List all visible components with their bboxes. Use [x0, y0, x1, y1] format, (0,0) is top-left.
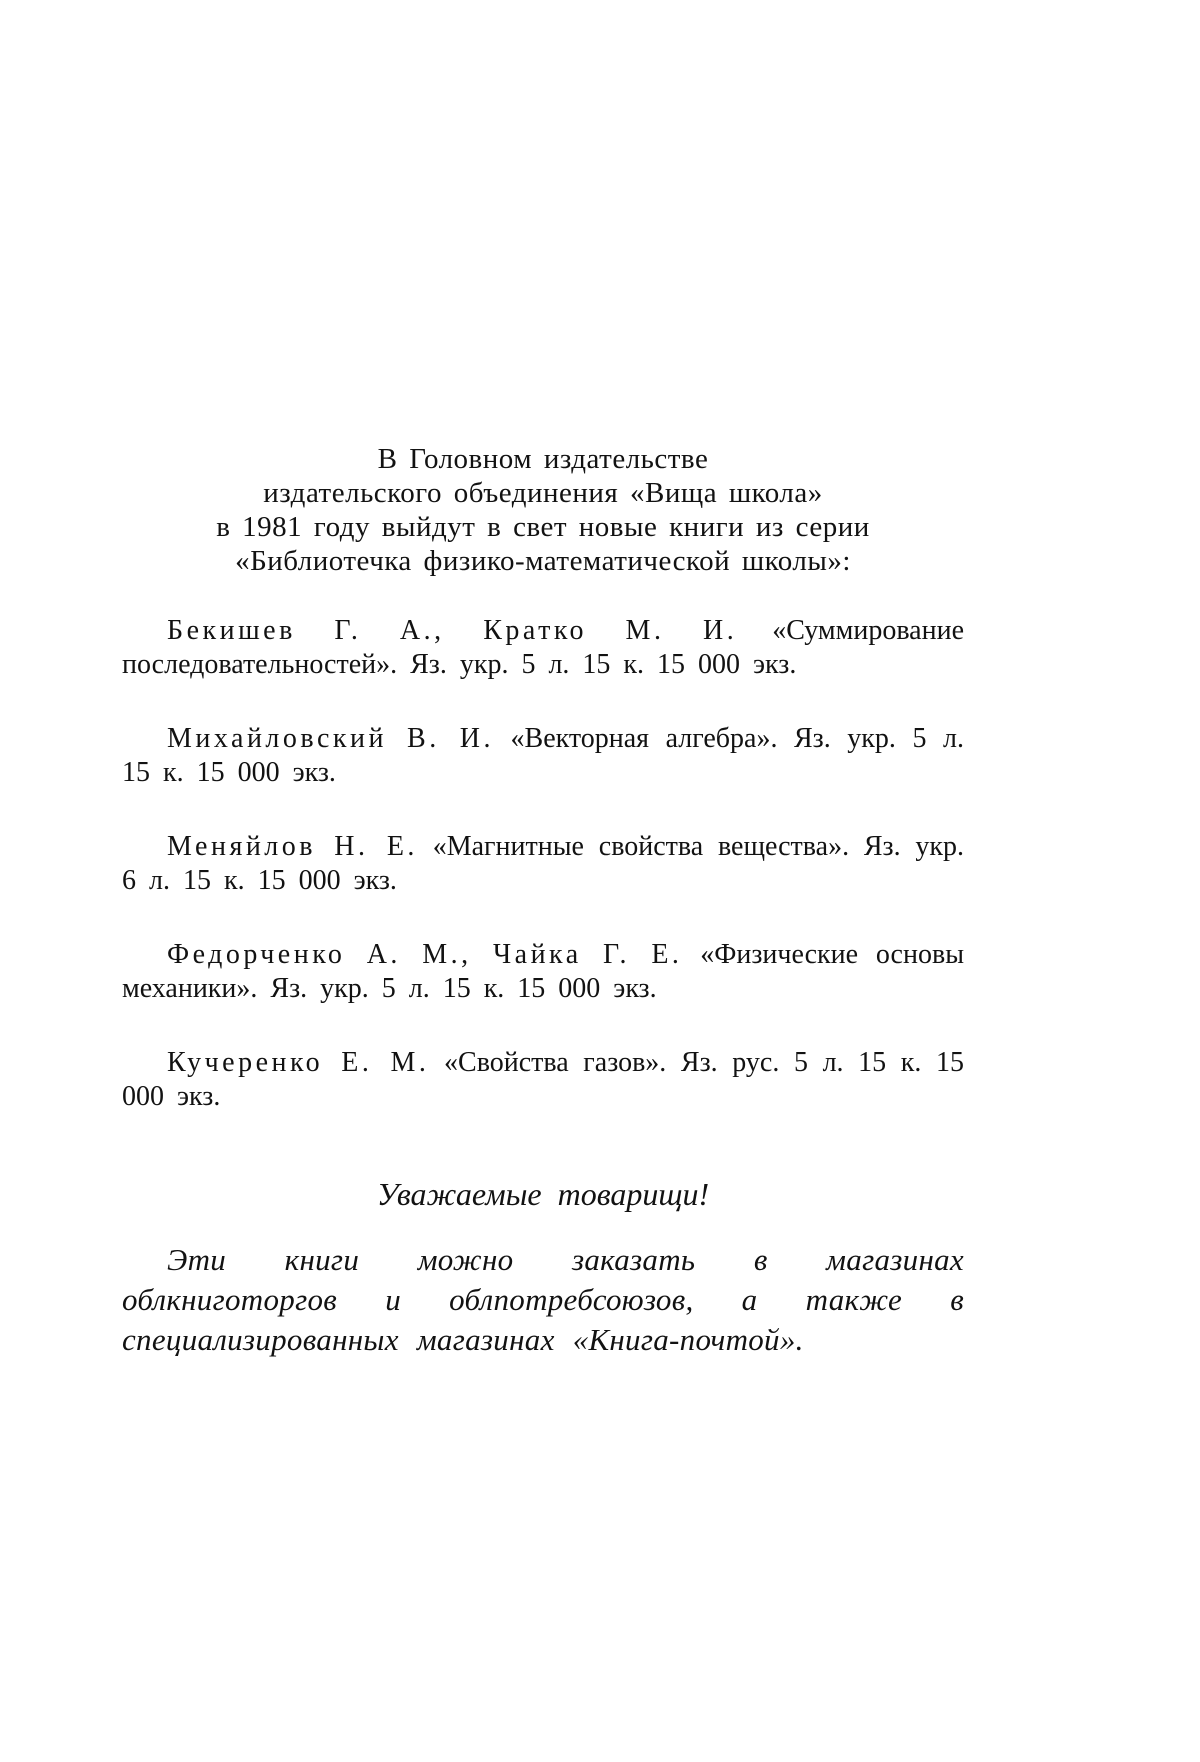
book-list	[122, 614, 964, 1114]
book-authors: Михайловский В. И.	[167, 723, 494, 754]
book-details: «Физические основы механики». Яз. укр. 5 л. 15 к. 15 000 экз.	[122, 939, 965, 1004]
book-entry	[122, 722, 964, 790]
book-details: «Суммирование последовательностей». Яз. укр. 5 л. 15 к. 15 000 экз.	[122, 615, 965, 680]
book-details: «Магнитные свойства вещества». Яз. укр. 6 л. 15 к. 15 000 экз.	[122, 831, 965, 896]
publisher-announcement	[122, 442, 964, 578]
page-content	[122, 442, 964, 1391]
book-entry	[122, 830, 964, 898]
announcement-line: «Библиотечка физико-математической школы»:	[235, 545, 851, 577]
book-details: «Свойства газов». Яз. рус. 5 л. 15 к. 15 000 экз.	[122, 1047, 964, 1112]
closing-paragraph: Эти книги можно заказать в магазинах облкниготоргов и облпотребсоюзов, а также в специализированных магазинах «Книга-почтой».	[122, 1242, 964, 1357]
salutation-heading: Уважаемые товарищи!	[376, 1176, 710, 1212]
announcement-line: в 1981 году выйдут в свет новые книги из серии	[216, 511, 870, 543]
book-entry	[122, 1046, 964, 1114]
book-authors: Кучеренко Е. М.	[167, 1047, 430, 1078]
book-entry	[122, 614, 964, 682]
book-authors: Федорченко А. М., Чайка Г. Е.	[167, 939, 683, 970]
announcement-line: В Головном издательстве	[377, 443, 709, 475]
book-authors: Бекишев Г. А., Кратко М. И.	[167, 615, 738, 646]
announcement-line: издательского объединения «Вища школа»	[263, 477, 823, 509]
book-details: «Векторная алгебра». Яз. укр. 5 л. 15 к. 15 000 экз.	[122, 723, 964, 788]
book-authors: Меняйлов Н. Е.	[167, 831, 418, 862]
book-entry	[122, 938, 964, 1006]
